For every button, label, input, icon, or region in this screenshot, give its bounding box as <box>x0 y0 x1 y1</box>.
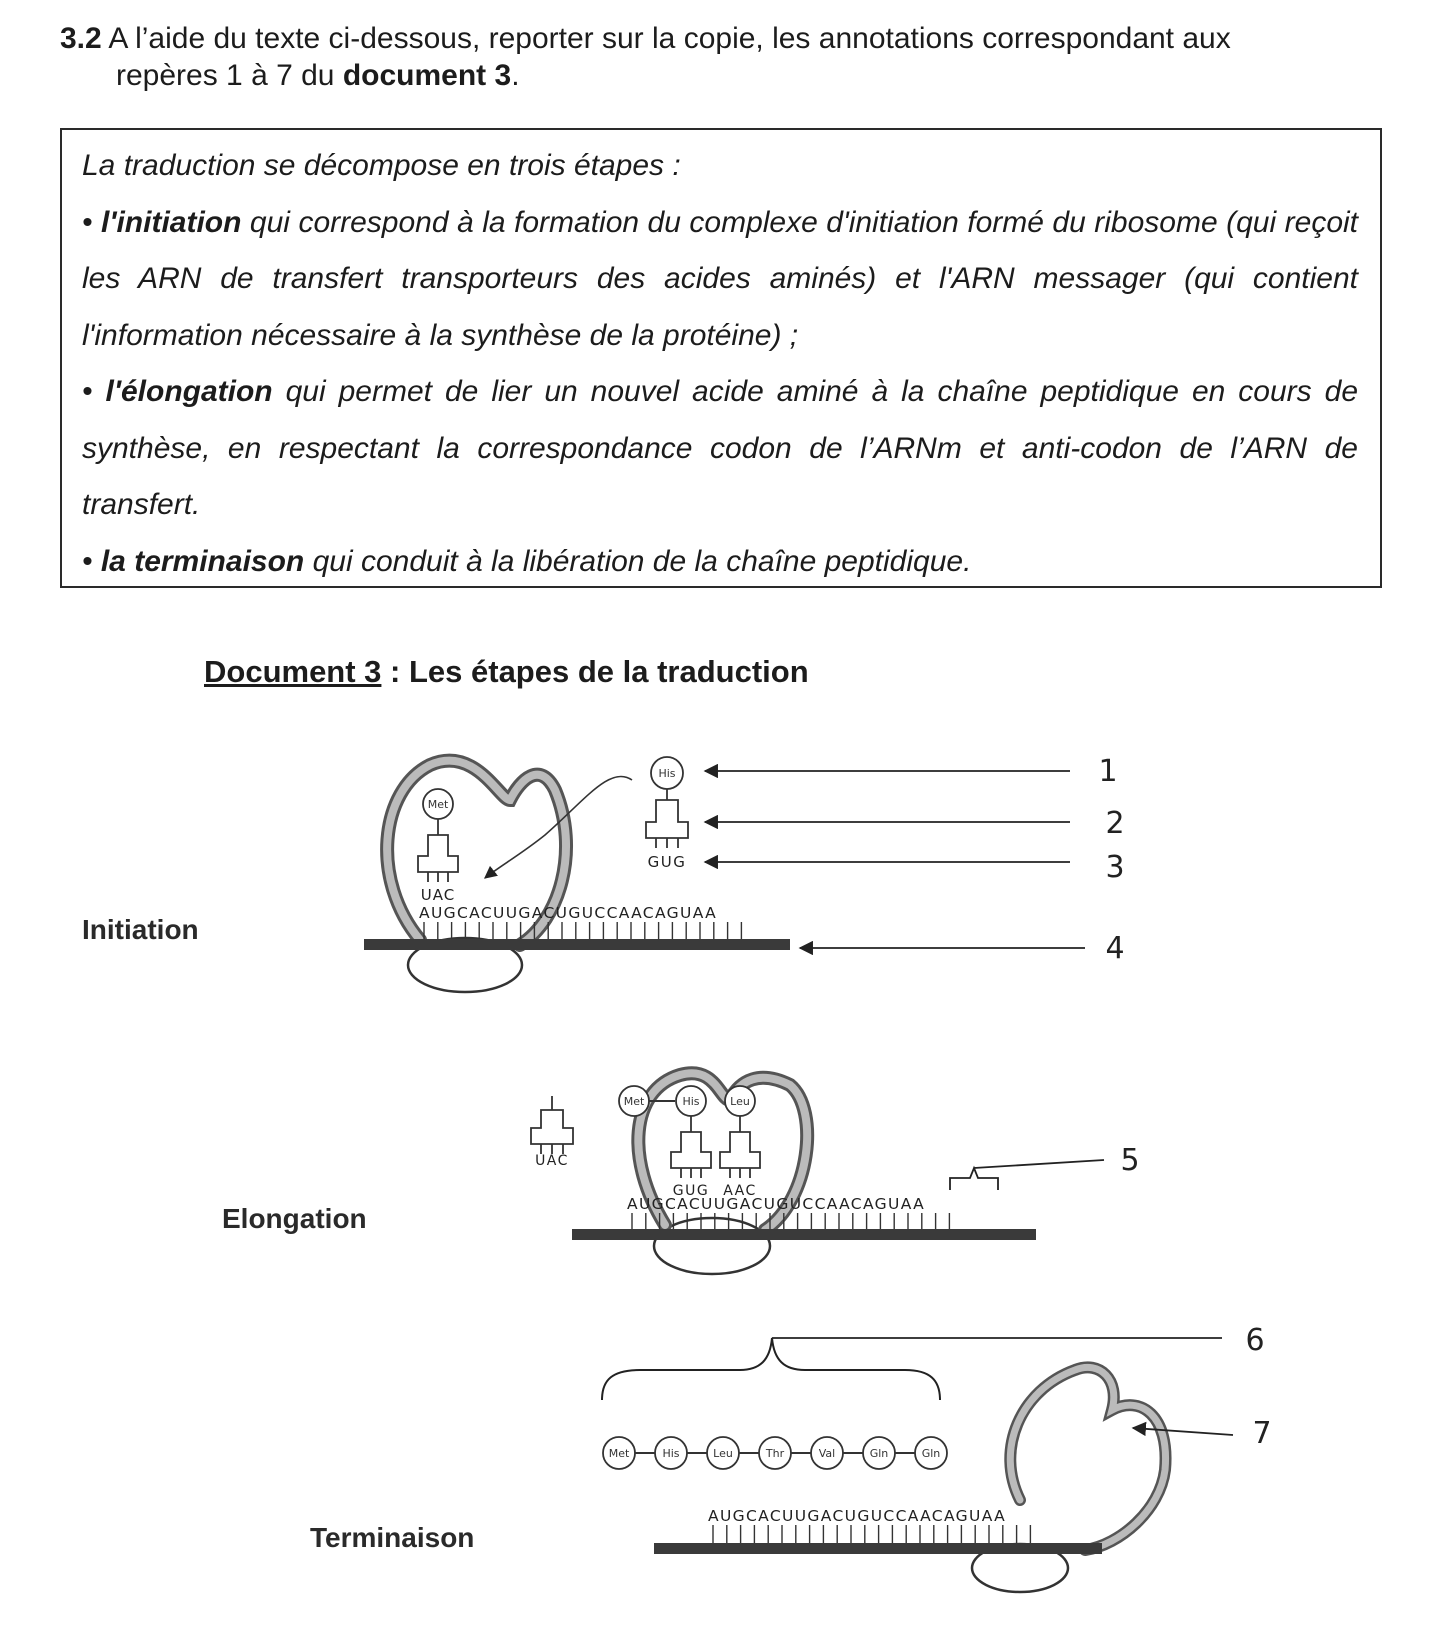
mrna-sequence-initiation: AUGCACUUGACUGUCCAACAGUAA <box>419 904 718 922</box>
bullet-initiation: • l'initiation qui correspond à la formation du complexe d'initiation formé du ribosome (qui reçoit les ARN de transfert transporteurs des acides aminés) et l'ARN messager (qui contient l'information nécessaire à la synthèse de la protéine) ; <box>82 205 1358 352</box>
amino-acid-label: Val <box>818 1447 836 1460</box>
amino-acid-met-label: Met <box>427 798 449 811</box>
amino-acid-met-elong-label: Met <box>623 1095 645 1108</box>
bullet-initiation-text: qui correspond à la formation du complexe d'initiation formé du ribosome (qui reçoit les ARN de transfert transporteurs des acides aminés) et l'ARN messager (qui contient l'information nécessaire à la synthèse de la protéine) ; <box>82 205 1358 352</box>
amino-acid-label: Gln <box>869 1447 889 1460</box>
stop-codon-brace <box>950 1168 998 1190</box>
mrna-sequence-elongation: AUGCACUUGACUGUCCAACAGUAA <box>627 1195 926 1213</box>
peptide-brace <box>602 1338 940 1400</box>
mrna-strand-terminaison <box>654 1543 1102 1554</box>
marker-1: 1 <box>1098 754 1118 789</box>
elongation-stage <box>531 1073 1140 1274</box>
bullet-terminaison-text: qui conduit à la libération de la chaîne peptidique. <box>304 544 972 578</box>
amino-acid-label: Leu <box>713 1447 733 1460</box>
document-title-ref: Document 3 <box>204 654 382 689</box>
mrna-ticks-elongation <box>632 1213 949 1229</box>
trna-leu-elongation <box>720 1086 760 1199</box>
mrna-strand-initiation <box>364 939 790 950</box>
marker-5: 5 <box>1120 1143 1140 1178</box>
amino-acid-label: Met <box>608 1447 630 1460</box>
initiation-stage <box>364 754 1125 992</box>
anticodon-gug-marker-3: GUG <box>647 853 687 871</box>
term-initiation: l'initiation <box>101 205 242 239</box>
amino-acid-label: Gln <box>921 1447 941 1460</box>
marker-2: 2 <box>1105 806 1125 841</box>
mrna-ticks-terminaison <box>713 1525 1030 1543</box>
amino-acid-his-elong-label: His <box>682 1095 700 1108</box>
amino-acid-label: Thr <box>765 1447 785 1460</box>
question-line1: A l’aide du texte ci-dessous, reporter sur la copie, les annotations correspondant aux <box>108 22 1231 55</box>
question-line2-text: repères 1 à 7 du <box>116 59 343 92</box>
trna-his-elongation <box>671 1086 711 1199</box>
text-intro: La traduction se décompose en trois étapes : <box>82 149 681 182</box>
terminaison-stage <box>602 1323 1272 1592</box>
trna-his-free <box>646 757 688 871</box>
document-title-rest: : Les étapes de la traduction <box>381 654 809 689</box>
amino-acid-leu-elong-label: Leu <box>730 1095 750 1108</box>
trna-body-marker-2 <box>646 789 688 848</box>
anticodon-gug-elongation: GUG <box>672 1183 710 1199</box>
mrna-sequence-terminaison: AUGCACUUGACUGUCCAACAGUAA <box>708 1507 1007 1525</box>
annotation-arrow-7 <box>1133 1428 1233 1435</box>
anticodon-uac-initiation: UAC <box>420 886 456 904</box>
bullet-elongation: • l'élongation qui permet de lier un nouvel acide aminé à la chaîne peptidique en cours de synthèse, en respectant la correspondance codon de l’ARNm et anti-codon de l’ARN de transfert. <box>82 375 1359 521</box>
term-elongation: l'élongation <box>105 375 273 408</box>
stage-label-elongation: Elongation <box>222 1203 367 1234</box>
question-number: 3.2 <box>60 22 102 55</box>
marker-7: 7 <box>1252 1416 1272 1451</box>
question-doc-ref: document 3 <box>342 59 512 92</box>
term-terminaison: la terminaison <box>100 544 305 578</box>
trna-met-initiation <box>418 789 458 904</box>
amino-acid-his-label: His <box>658 767 676 780</box>
amino-acid-label: His <box>662 1447 680 1460</box>
stage-label-initiation: Initiation <box>82 914 199 945</box>
marker-6: 6 <box>1245 1323 1265 1358</box>
bullet-terminaison: • la terminaison qui conduit à la libération de la chaîne peptidique. <box>82 544 972 578</box>
anticodon-uac-free: UAC <box>535 1153 569 1169</box>
marker-3: 3 <box>1105 850 1125 885</box>
marker-4: 4 <box>1105 931 1125 966</box>
mrna-strand-elongation <box>572 1229 1036 1240</box>
peptide-chain <box>603 1437 947 1469</box>
trna-free-elongation <box>531 1096 573 1169</box>
bullet-elongation-text: qui permet de lier un nouvel acide aminé à la chaîne peptidique en cours de synthèse, en respectant la correspondance codon de l’ARNm et anti-codon de l’ARN de transfert. <box>82 375 1359 521</box>
mrna-ticks-initiation <box>424 922 741 939</box>
question-line2-end: . <box>511 59 520 92</box>
annotation-line-5 <box>974 1160 1104 1168</box>
stage-label-terminaison: Terminaison <box>310 1522 475 1553</box>
anticodon-aac-elongation: AAC <box>723 1183 757 1199</box>
